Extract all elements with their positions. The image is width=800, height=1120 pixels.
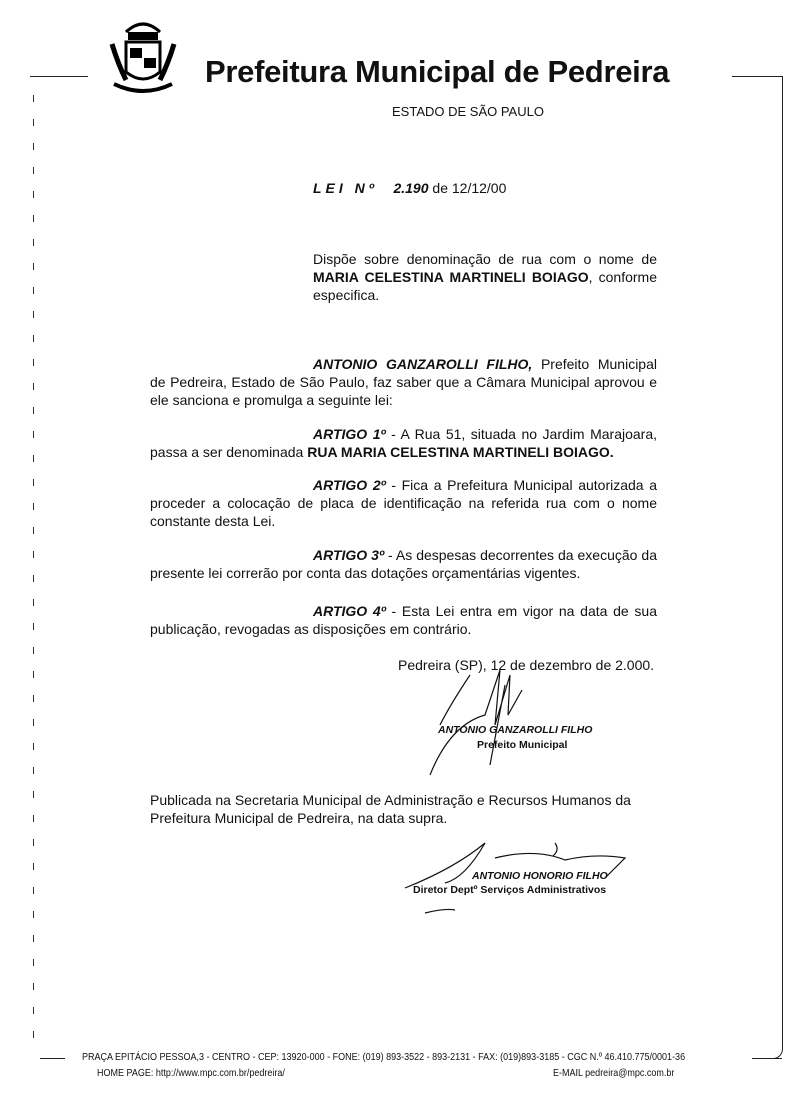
margin-mark <box>33 599 34 606</box>
signatory-2-name: ANTONIO HONORIO FILHO <box>472 870 608 882</box>
margin-mark <box>33 335 34 342</box>
publication-note: Publicada na Secretaria Municipal de Administração e Recursos Humanos da Prefeitura Municipal de Pedreira, na data supra. <box>150 792 631 826</box>
margin-mark <box>33 479 34 486</box>
municipal-crest-logo <box>108 14 178 104</box>
article-text: - Fica a Prefeitura Municipal autorizada a proceder a colocação de placa de identificação na referida rua com o nome constante desta Lei. <box>150 477 657 529</box>
margin-mark <box>33 503 34 510</box>
margin-mark <box>33 959 34 966</box>
footer-address: PRAÇA EPITÁCIO PESSOA,3 - CENTRO - CEP: 13920-000 - FONE: (019) 893-3522 - 893-2131 - FAX: (019)893-3185 - CGC N.º 46.410.775/0001-36 <box>82 1052 686 1063</box>
margin-mark <box>33 527 34 534</box>
margin-mark <box>33 143 34 150</box>
law-date: de 12/12/00 <box>432 180 507 196</box>
footer-email[interactable]: E-MAIL pedreira@mpc.com.br <box>553 1068 675 1079</box>
margin-mark <box>33 239 34 246</box>
margin-mark <box>33 407 34 414</box>
summary-name: MARIA CELESTINA MARTINELI BOIAGO <box>313 269 589 285</box>
preamble <box>150 355 657 409</box>
article-label: ARTIGO 2º <box>313 477 386 493</box>
law-number <box>313 180 506 196</box>
margin-mark <box>33 1007 34 1014</box>
law-summary <box>313 250 657 304</box>
mayor-name: ANTONIO GANZAROLLI FILHO, <box>313 356 533 372</box>
margin-mark <box>33 551 34 558</box>
street-name: RUA MARIA CELESTINA MARTINELI BOIAGO. <box>307 444 614 460</box>
law-number-value: 2.190 <box>393 180 429 196</box>
article-label: ARTIGO 4º <box>313 603 386 619</box>
article-3 <box>150 546 657 582</box>
margin-mark <box>33 287 34 294</box>
law-label: LEI Nº <box>313 180 378 196</box>
place-date: Pedreira (SP), 12 de dezembro de 2.000. <box>398 657 655 673</box>
margin-mark <box>33 191 34 198</box>
margin-mark <box>33 311 34 318</box>
article-2 <box>150 476 657 530</box>
summary-text-end: , conforme especifica. <box>313 269 658 303</box>
margin-mark <box>33 167 34 174</box>
margin-mark <box>33 383 34 390</box>
margin-mark <box>33 671 34 678</box>
margin-mark <box>33 743 34 750</box>
frame-line <box>732 76 782 77</box>
signatory-1-name: ANTONIO GANZAROLLI FILHO <box>438 724 593 736</box>
margin-mark <box>33 263 34 270</box>
article-label: ARTIGO 3º <box>313 547 385 563</box>
margin-mark <box>33 455 34 462</box>
preamble-text: Prefeito Municipal de Pedreira, Estado de São Paulo, faz saber que a Câmara Municipal aprovou e ele sanciona e promulga a seguinte lei: <box>150 356 657 408</box>
margin-mark <box>33 983 34 990</box>
margin-mark <box>33 1031 34 1038</box>
frame-line <box>782 76 783 1046</box>
article-text: - A Rua 51, situada no Jardim Marajoara, passa a ser denominada <box>150 426 657 460</box>
margin-mark <box>33 431 34 438</box>
footer-homepage[interactable]: HOME PAGE: http://www.mpc.com.br/pedreira/ <box>97 1068 285 1079</box>
frame-line <box>752 1058 782 1059</box>
article-4 <box>150 602 657 638</box>
margin-mark <box>33 575 34 582</box>
signatory-1-role: Prefeito Municipal <box>477 739 568 751</box>
margin-mark <box>33 791 34 798</box>
margin-mark <box>33 767 34 774</box>
margin-mark <box>33 911 34 918</box>
article-label: ARTIGO 1º <box>313 426 386 442</box>
margin-mark <box>33 695 34 702</box>
article-text: - Esta Lei entra em vigor na data de sua publicação, revogadas as disposições em contrário. <box>150 603 657 637</box>
margin-mark <box>33 623 34 630</box>
margin-mark <box>33 119 34 126</box>
summary-text: Dispõe sobre denominação de rua com o nome de <box>313 251 657 267</box>
article-text: - As despesas decorrentes da execução da presente lei correrão por conta das dotações orçamentárias vigentes. <box>150 547 657 581</box>
state-subtitle: ESTADO DE SÃO PAULO <box>392 104 544 119</box>
margin-mark <box>33 215 34 222</box>
margin-mark <box>33 647 34 654</box>
margin-mark <box>33 815 34 822</box>
frame-line <box>30 76 88 77</box>
frame-line <box>40 1058 65 1059</box>
page-title: Prefeitura Municipal de Pedreira <box>205 54 670 89</box>
margin-mark <box>33 887 34 894</box>
signatory-2-role: Diretor Deptº Serviços Administrativos <box>413 884 607 896</box>
article-1 <box>150 425 657 461</box>
margin-mark <box>33 359 34 366</box>
margin-mark <box>33 863 34 870</box>
mayor-signature <box>410 665 550 780</box>
margin-mark <box>33 935 34 942</box>
margin-mark <box>33 839 34 846</box>
margin-mark <box>33 719 34 726</box>
margin-mark <box>33 95 34 102</box>
